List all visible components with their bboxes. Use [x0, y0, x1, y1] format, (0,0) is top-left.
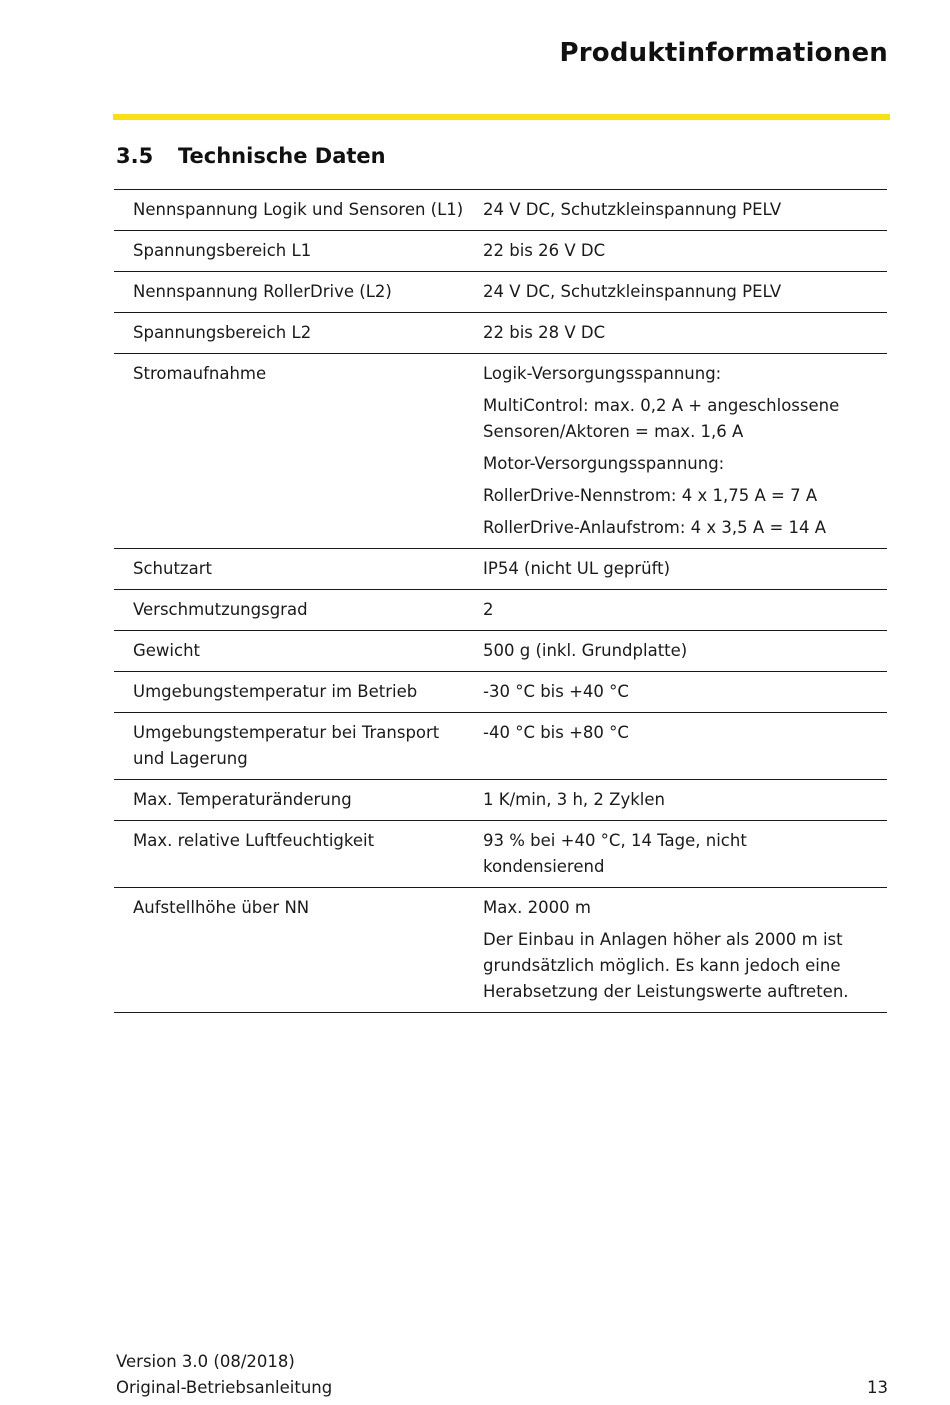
- table-row: [114, 631, 887, 672]
- spec-value: Der Einbau in Anlagen höher als 2000 m ist grundsätzlich möglich. Es kann jedoch eine Herabsetzung der Leistungswerte auftreten.: [483, 930, 849, 1001]
- footer-info: [116, 1349, 332, 1401]
- table-row: [114, 780, 887, 821]
- table-row: [114, 272, 887, 313]
- spec-value: 2: [483, 600, 494, 619]
- table-row: [114, 821, 887, 888]
- spec-value: 24 V DC, Schutzkleinspannung PELV: [483, 282, 782, 301]
- table-row: [114, 590, 887, 631]
- spec-label: Stromaufnahme: [133, 364, 267, 383]
- accent-divider: [113, 114, 890, 120]
- spec-value: 1 K/min, 3 h, 2 Zyklen: [483, 790, 665, 809]
- spec-value-cell: [483, 190, 887, 231]
- spec-value-cell: [483, 631, 887, 672]
- spec-label: Nennspannung Logik und Sensoren (L1): [133, 200, 464, 219]
- spec-value: RollerDrive-Anlaufstrom: 4 x 3,5 A = 14 A: [483, 518, 827, 537]
- spec-value-cell: [483, 821, 887, 888]
- technical-data-body: [114, 190, 887, 1013]
- spec-value-cell: [483, 672, 887, 713]
- spec-value: MultiControl: max. 0,2 A + angeschlossene Sensoren/Aktoren = max. 1,6 A: [483, 396, 840, 441]
- spec-value-cell: [483, 313, 887, 354]
- spec-value: 500 g (inkl. Grundplatte): [483, 641, 688, 660]
- spec-value: 93 % bei +40 °C, 14 Tage, nicht kondensierend: [483, 831, 747, 876]
- section-number: 3.5: [116, 144, 154, 168]
- page-header-title: Produktinformationen: [559, 38, 888, 68]
- spec-value: Motor-Versorgungsspannung:: [483, 454, 725, 473]
- spec-label: Max. relative Luftfeuchtigkeit: [133, 831, 375, 850]
- table-row: [114, 313, 887, 354]
- spec-value: -30 °C bis +40 °C: [483, 682, 629, 701]
- spec-value: -40 °C bis +80 °C: [483, 723, 629, 742]
- spec-value-cell: [483, 590, 887, 631]
- table-row: [114, 888, 887, 1013]
- page-number: 13: [867, 1378, 888, 1397]
- spec-value-cell: [483, 780, 887, 821]
- spec-label: Nennspannung RollerDrive (L2): [133, 282, 392, 301]
- spec-value-cell: [483, 354, 887, 549]
- spec-value-cell: [483, 272, 887, 313]
- spec-label: Max. Temperaturänderung: [133, 790, 352, 809]
- spec-value-cell: [483, 888, 887, 1013]
- section-title: Technische Daten: [178, 144, 386, 168]
- spec-label: Gewicht: [133, 641, 201, 660]
- spec-value-cell: [483, 713, 887, 780]
- spec-value: 22 bis 28 V DC: [483, 323, 606, 342]
- table-row: [114, 354, 887, 549]
- spec-value: 24 V DC, Schutzkleinspannung PELV: [483, 200, 782, 219]
- spec-label: Aufstellhöhe über NN: [133, 898, 310, 917]
- spec-label: Schutzart: [133, 559, 212, 578]
- table-row: [114, 713, 887, 780]
- table-row: [114, 672, 887, 713]
- spec-value: 22 bis 26 V DC: [483, 241, 606, 260]
- spec-label: Umgebungstemperatur im Betrieb: [133, 682, 418, 701]
- technical-data-table: [114, 189, 887, 1013]
- footer-doc-type: Original-Betriebsanleitung: [116, 1378, 333, 1397]
- section-heading: [116, 144, 386, 168]
- spec-value-cell: [483, 231, 887, 272]
- spec-label: Umgebungstemperatur bei Transport und Lagerung: [133, 723, 440, 768]
- spec-value: RollerDrive-Nennstrom: 4 x 1,75 A = 7 A: [483, 486, 818, 505]
- spec-label: Spannungsbereich L1: [133, 241, 312, 260]
- spec-label: Spannungsbereich L2: [133, 323, 312, 342]
- footer-version: Version 3.0 (08/2018): [116, 1352, 295, 1371]
- table-row: [114, 231, 887, 272]
- table-row: [114, 190, 887, 231]
- spec-value-cell: [483, 549, 887, 590]
- table-row: [114, 549, 887, 590]
- spec-value: IP54 (nicht UL geprüft): [483, 559, 671, 578]
- spec-value: Max. 2000 m: [483, 898, 591, 917]
- spec-value: Logik-Versorgungsspannung:: [483, 364, 722, 383]
- spec-label: Verschmutzungsgrad: [133, 600, 308, 619]
